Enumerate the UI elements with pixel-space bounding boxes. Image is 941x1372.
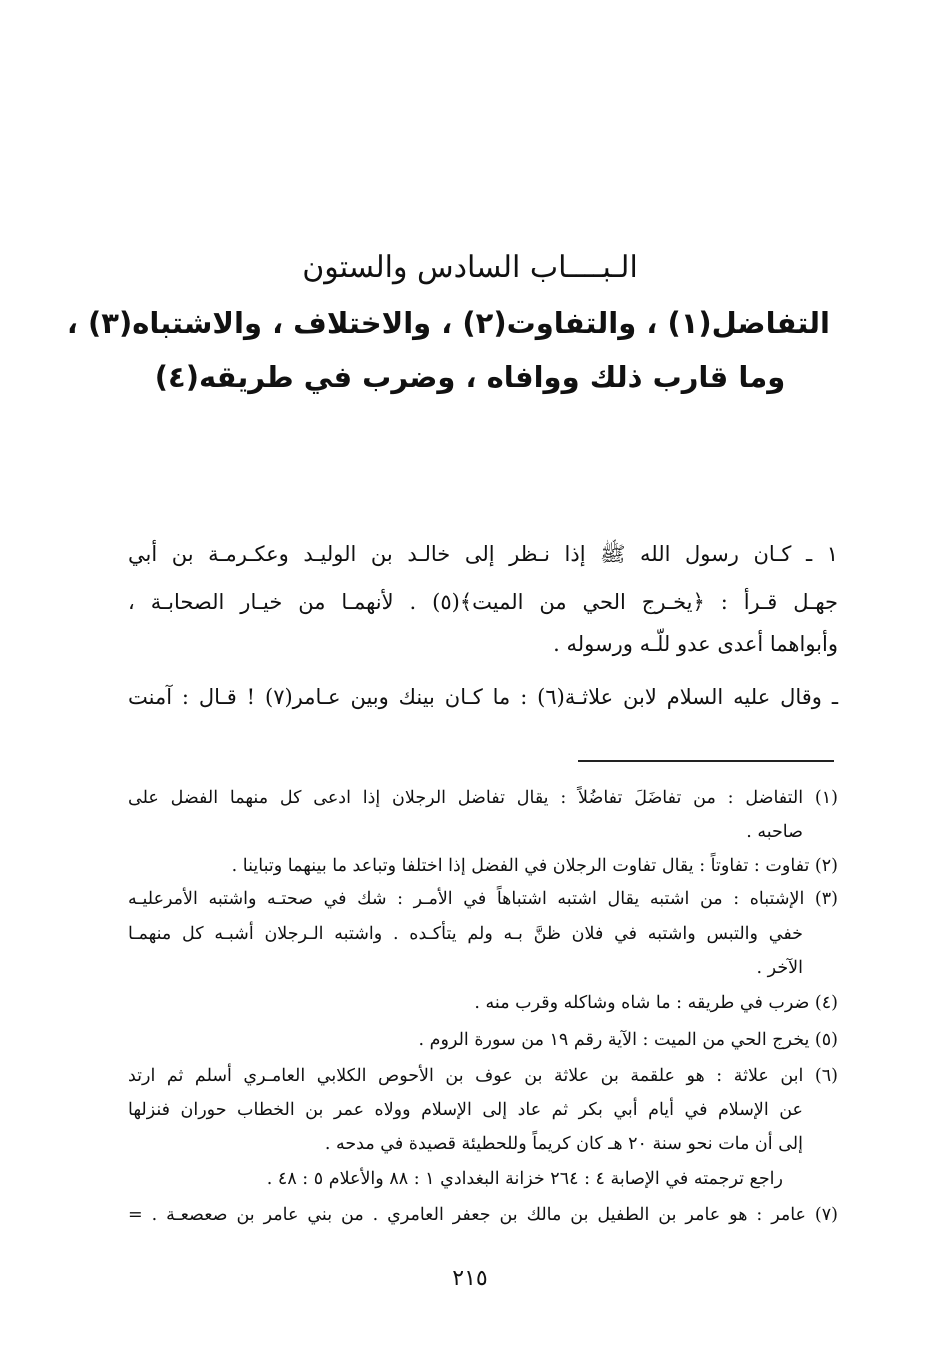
- chapter-subtitle-line-1: التفاضل(١) ، والتفاوت(٢) ، والاختلاف ، والاشتباه(٣) ،: [66, 306, 830, 340]
- footnote-1-continued: صاحبه .: [746, 822, 803, 842]
- footnote-4: (٤) ضرب في طريقه : ما شاه وشاكله وقرب منه .: [474, 993, 838, 1013]
- body-line-1: ١ ـ كـان رسول الله ﷺ إذا نـظر إلى خالـد بن الوليـد وعكـرمـة بن أبي: [128, 542, 838, 566]
- body-line-4: ـ وقال عليه السلام لابن علاثـة(٦) : ما كـان بينك وبين عـامر(٧) ! قـال : آمنت: [128, 685, 838, 709]
- footnote-6: (٦) ابن علاثة : هو علقمة بن علاثة بن عوف بن الأحوص الكلابي العامـري أسلم ثم ارتد: [128, 1066, 838, 1086]
- footnote-6-reference: راجع ترجمته في الإصابة ٤ : ٢٦٤ خزانة البغدادي ١ : ٨٨ والأعلام ٥ : ٤٨ .: [266, 1169, 783, 1189]
- page-number: ٢١٥: [452, 1266, 488, 1291]
- footnote-3-continued: خفي والتبس واشتبه في فلان ظنَّ بـه ولم يتأكـده . واشتبه الـرجلان أشبـه كل منهمـا: [128, 924, 803, 944]
- footnote-3: (٣) الإشتباه : من اشتبه يقال اشتبه اشتباهاً في الأمـر : شك في صحتـه واشتبه الأمرعليـه: [128, 889, 838, 909]
- footnote-6-continued-2: إلى أن مات نحو سنة ٢٠ هـ كان كريماً وللحطيئة قصيدة في مدحه .: [324, 1134, 803, 1154]
- footnote-1: (١) التفاضل : من تفاضَلَ تفاضُلاً : يقال تفاضل الرجلان إذا ادعى كل منهما الفضل على: [128, 788, 838, 808]
- footnote-2: (٢) تفاوت : تفاوتاً : يقال تفاوت الرجلان في الفضل إذا اختلفا وتباعد ما بينهما وتباينا .: [231, 856, 838, 876]
- chapter-subtitle-line-2: وما قارب ذلك ووافاه ، وضرب في طريقه(٤): [154, 360, 786, 394]
- body-line-2: جهـل قـرأ : ﴿يخـرج الحي من الميت﴾(٥) . لأنهمـا من خيـار الصحابـة ،: [128, 590, 838, 614]
- footnote-5: (٥) يخرج الحي من الميت : الآية رقم ١٩ من سورة الروم .: [418, 1030, 838, 1050]
- footnote-separator: [578, 760, 834, 762]
- footnote-3-continued-2: الآخر .: [756, 958, 803, 978]
- body-line-3: وأبواهما أعدى عدو للّـه ورسوله .: [553, 632, 838, 656]
- chapter-title: الـبــــاب السادس والستون: [302, 250, 638, 285]
- footnote-6-continued: عن الإسلام في أيام أبي بكر ثم عاد إلى الإسلام وولاه عمر بن الخطاب حوران فنزلها: [128, 1100, 803, 1120]
- footnote-7: (٧) عامر : هو عامر بن الطفيل بن مالك بن جعفر العامري . من بني عامر بن صعصعـة . =: [128, 1205, 838, 1225]
